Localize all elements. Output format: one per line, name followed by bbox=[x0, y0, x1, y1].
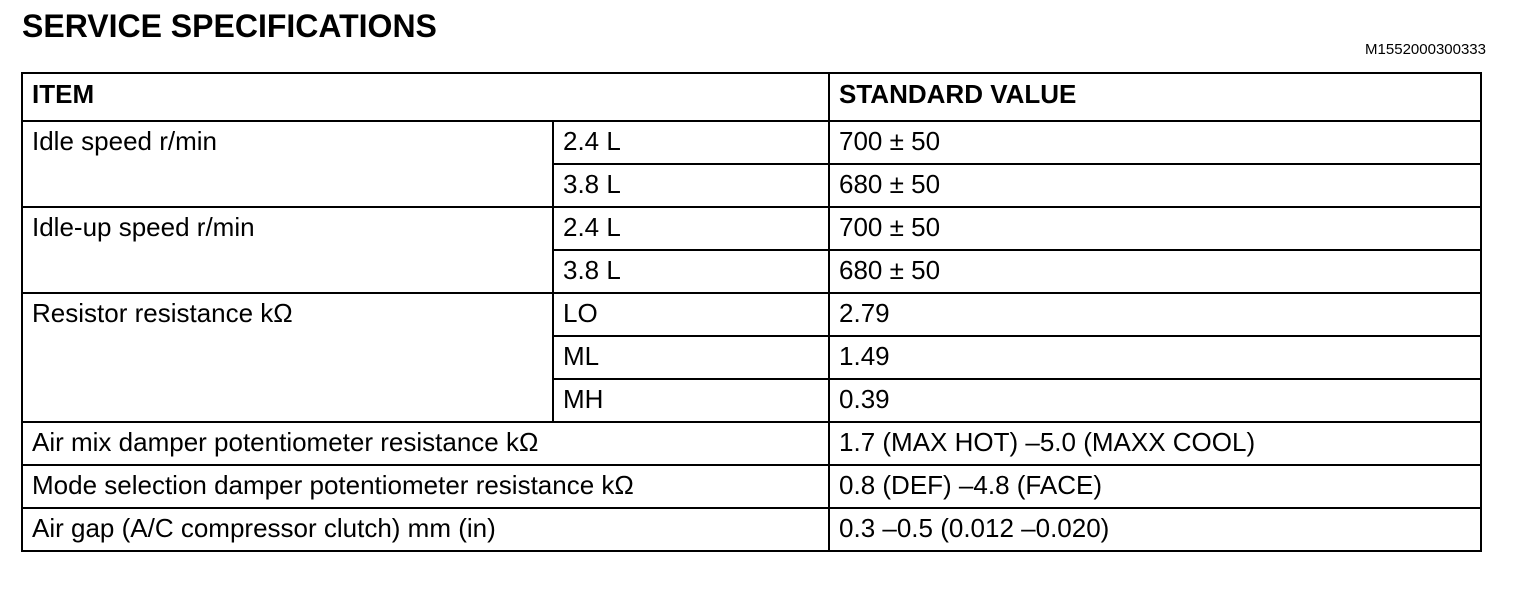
standard-value: 0.39 bbox=[829, 379, 1481, 422]
standard-value: 700 ± 50 bbox=[829, 207, 1481, 250]
sub-item: 3.8 L bbox=[553, 250, 829, 293]
standard-value: 2.79 bbox=[829, 293, 1481, 336]
item-air-mix-damper: Air mix damper potentiometer resistance kΩ bbox=[22, 422, 829, 465]
standard-value: 0.3 –0.5 (0.012 –0.020) bbox=[829, 508, 1481, 551]
header-row bbox=[22, 73, 1481, 121]
sub-item: 2.4 L bbox=[553, 207, 829, 250]
table-row bbox=[22, 207, 1481, 250]
standard-value: 680 ± 50 bbox=[829, 164, 1481, 207]
sub-item: 2.4 L bbox=[553, 121, 829, 164]
table-row bbox=[22, 121, 1481, 164]
page-title: SERVICE SPECIFICATIONS bbox=[22, 8, 437, 44]
standard-value: 0.8 (DEF) –4.8 (FACE) bbox=[829, 465, 1481, 508]
service-specifications-table bbox=[21, 72, 1482, 552]
item-air-gap: Air gap (A/C compressor clutch) mm (in) bbox=[22, 508, 829, 551]
reference-code: M1552000300333 bbox=[1365, 41, 1486, 58]
table-row bbox=[22, 293, 1481, 336]
standard-value: 1.7 (MAX HOT) –5.0 (MAXX COOL) bbox=[829, 422, 1481, 465]
sub-item: LO bbox=[553, 293, 829, 336]
table-row bbox=[22, 465, 1481, 508]
item-idle-speed: Idle speed r/min bbox=[22, 121, 553, 207]
standard-value: 1.49 bbox=[829, 336, 1481, 379]
sub-item: 3.8 L bbox=[553, 164, 829, 207]
item-idle-up-speed: Idle-up speed r/min bbox=[22, 207, 553, 293]
table-row bbox=[22, 508, 1481, 551]
standard-value: 700 ± 50 bbox=[829, 121, 1481, 164]
item-resistor-resistance: Resistor resistance kΩ bbox=[22, 293, 553, 422]
sub-item: ML bbox=[553, 336, 829, 379]
item-mode-selection-damper: Mode selection damper potentiometer resistance kΩ bbox=[22, 465, 829, 508]
header-item: ITEM bbox=[22, 73, 829, 121]
sub-item: MH bbox=[553, 379, 829, 422]
standard-value: 680 ± 50 bbox=[829, 250, 1481, 293]
header-standard-value: STANDARD VALUE bbox=[829, 73, 1481, 121]
table-row bbox=[22, 422, 1481, 465]
